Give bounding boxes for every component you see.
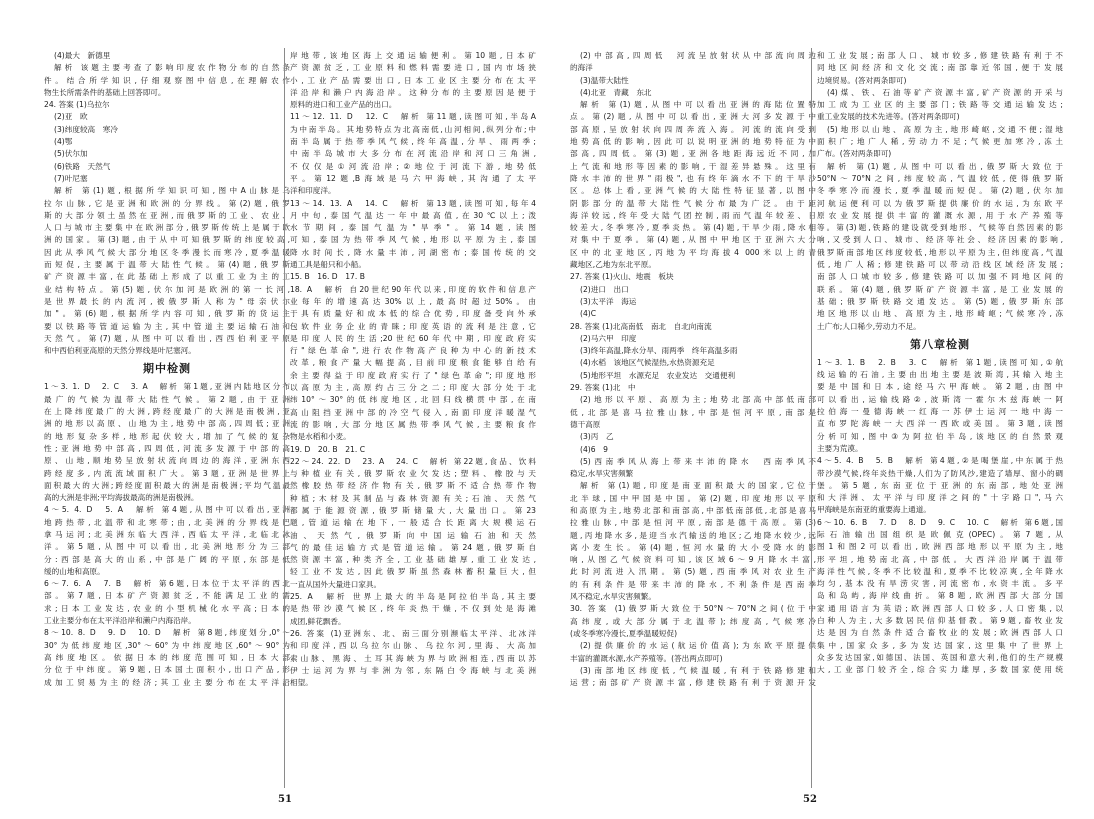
text-line: 高山阻挡亚洲中部的冷空气侵入,南面印度洋暖湿气 bbox=[290, 407, 536, 417]
text-line: 是印度人民的生活;20世纪60年代中期,印度政府实 bbox=[290, 333, 536, 343]
text-line: 重工业发展的技术先进等。(答对两条即可) bbox=[817, 112, 960, 122]
section-heading: 第八章检测 bbox=[910, 337, 970, 351]
text-line: 直布罗陀海峡一大西洋一西欧或美国。第3题,读图 bbox=[817, 419, 1063, 429]
text-line: 天然气。第(7)题,从图中可以看出,西西伯利亚平原 bbox=[44, 333, 290, 343]
text-line: (2)提供廉价的水运(航运价值高);为东欧平原提供 bbox=[580, 641, 816, 651]
text-line: 加工成为工业区的主要部门;铁路等交通运输发达; bbox=[817, 100, 1063, 110]
text-line: 15. B 16. D 17. B bbox=[290, 272, 365, 282]
text-line: 拉伯海一曼德海峡一红海一苏伊士运河一地中海一 bbox=[817, 407, 1063, 417]
text-line: 小,工业产品需要出口,日本工业区主要分布在太平 bbox=[290, 75, 536, 85]
text-line: 22～24. 22. D 23. A 24. C 解析 第22题,食品、饮料 bbox=[290, 456, 536, 466]
text-line: (5)地形平坦 水源充足 农业发达 交通便利 bbox=[580, 370, 736, 380]
text-line: 于具有质量好和成本低的综合优势,印度备受向外承 bbox=[290, 309, 536, 319]
text-line: 主要为荒漠。 bbox=[817, 443, 863, 453]
text-line: 可知,泰国为热带季风气候,地形以平原为主,泰国 bbox=[290, 235, 536, 245]
text-line: 南部人口城市较多,修建铁路可以加强不同地区间的 bbox=[817, 272, 1063, 282]
text-line: 平。第12题,B海域是马六甲海峡,其沟通了太平 bbox=[290, 173, 536, 183]
text-line: 此时河流进入汛期。第(5)题,西南季风对农业生产 bbox=[570, 567, 816, 577]
text-line: 低,地广人稀;修建铁路可以带动沿线区域经济发展; bbox=[817, 260, 1063, 270]
text-line: 是世界最长的内流河,被俄罗斯人称为"母亲伏尔 bbox=[44, 296, 290, 306]
text-line: 海洋较远,终年受大陆气团控制,雨而气温年较差、日 bbox=[570, 210, 816, 220]
text-line: (2)中部高,四周低 河流呈放射状从中部流向周边 bbox=[580, 51, 816, 60]
text-line: 对集中于夏季。第(4)题,从图中甲地区于亚洲六大分 bbox=[570, 235, 816, 245]
text-line: 甲海峡是东南亚的重要海上通道。 bbox=[817, 505, 931, 515]
text-line: 解析 第(1)题,从图中可以看出,俄罗斯大致位于 bbox=[827, 161, 1063, 171]
text-line: 部高原,呈放射状向四周奔流入海。河流的流向受到 bbox=[570, 124, 816, 134]
text-line: 的地形复杂多样,地形起伏较大,增加了气候的复杂 bbox=[44, 431, 290, 441]
text-line: 洋沿岸和濑户内海沿岸。这种分布的主要原因是便于 bbox=[290, 87, 536, 97]
text-line: 斯的大部分领土虽然在亚洲,而俄罗斯的工业、农业、 bbox=[44, 210, 290, 220]
text-line: 藏地区,乙地为东北平原。 bbox=[570, 260, 656, 270]
text-line: (4)煤、铁、石油等矿产资源丰富,矿产资源的开采与 bbox=[827, 87, 1063, 97]
text-line: 原、山地,顺地势呈放射状流向周边的海洋,亚洲东西 bbox=[44, 456, 290, 466]
text-line: 13～14. 13. A 14. C 解析 第13题,读图可知,每年4 bbox=[290, 198, 536, 208]
text-line: 面积最大的大洲;跨经度面积最大的洲是南极洲;平均气温最 bbox=[44, 480, 290, 490]
text-line: 白种人为主,大多数居民信仰基督教。第9题,畜牧业发 bbox=[817, 616, 1063, 626]
text-line: 业结构特点。第(5)题,伏尔加河是欧洲的第一长河, bbox=[44, 284, 290, 294]
text-line: 河航运便利可以为俄罗斯提供廉价的水运,为东欧平 bbox=[817, 198, 1063, 208]
text-line: 物是水稻和小麦。 bbox=[290, 432, 351, 442]
text-line: 地跨热带,北温带和北寒带;由,北美洲的分界线是巴 bbox=[44, 517, 290, 527]
column-divider bbox=[284, 48, 285, 788]
text-line: 4～5. 4. B 5. B 解析 第4题,②是喝堡崖,中东属于热 bbox=[817, 456, 1063, 466]
text-line: 解析 该题主要考查了影响印度农作物分布的自然条 bbox=[54, 63, 290, 73]
text-line: 阴影部分的温带大陆性气候分布最为广泛。由于距 bbox=[570, 198, 816, 208]
text-line: 运营;南部矿产资源丰富,修建铁路有利于资源开发 bbox=[570, 678, 816, 688]
text-line: 北半球,国中甲国是中国。第(2)题,印度地形以平原 bbox=[570, 493, 816, 503]
text-line: 1～3. 1. D 2. C 3. A 解析 第1题,亚洲内陆地区分布 bbox=[44, 382, 290, 392]
text-line: 跨经度多,内流流域面积广大。第3题,亚洲是世界上 bbox=[44, 468, 290, 478]
text-line: 可以看出,运输线路②,波斯湾一霍尔木兹海峡一阿 bbox=[817, 394, 1063, 404]
text-line: 家通用语言为英语;欧洲西部人口较多,人口密集,以 bbox=[817, 603, 1063, 613]
text-line: 和中西伯利亚高原的天然分界线是叶尼塞河。 bbox=[44, 346, 196, 356]
text-line: 分析可知,图中③为阿拉伯半岛,该地区的自然景观 bbox=[817, 431, 1063, 441]
text-line: 都属于能源资源,俄罗斯储量大,大量出口。第23 bbox=[290, 505, 536, 515]
text-line: 伊士运河为界与非洲为邻,东隔白令海峡与北美洲 bbox=[290, 665, 536, 675]
text-line: (4)水稻 该地区气候湿热,水热资源充足 bbox=[580, 358, 715, 368]
text-line: 然橡胶热带经济作物有关,俄罗斯不适合热带作物 bbox=[290, 481, 536, 491]
text-line: 均匀,基本没有旱涝灾害,河流密布,水资丰流。多平 bbox=[817, 579, 1063, 589]
text-line: 4～5. 4. D 5. A 解析 第4题,从图中可以看出,亚洲 bbox=[44, 505, 290, 515]
text-line: 件。结合所学知识,仔细观察图中信息,在理解农作 bbox=[44, 75, 290, 85]
text-line: 和工业发展;南部人口、城市较多,修建铁路有利于不 bbox=[817, 51, 1063, 60]
text-line: 稳定,水旱灾害频繁 bbox=[570, 469, 634, 479]
text-line: 洋。第5题,从图中可以看出,北美洲地形分为三部 bbox=[44, 542, 290, 552]
text-line: 索山脉、黑海、土耳其海峡为界与欧洲相连,西南以苏 bbox=[290, 653, 536, 663]
text-line: 离小麦生长。第(4)题,恒河水量的大小受降水的影 bbox=[570, 542, 816, 552]
text-line: 洲的国家。第(3)题,由于从中可知俄罗斯的纬度较高, bbox=[44, 235, 290, 245]
text-line: 题,管道运输在地下,一般适合长距离大规模运石 bbox=[290, 518, 536, 528]
text-line: 性;亚洲地势中部高,四周低,河流多发源于中部的高 bbox=[44, 443, 290, 453]
text-line: (2)进口 出口 bbox=[580, 284, 629, 294]
text-line: 30. 答案 (1)俄罗斯大致位于50°N～70°N之间(位于中 bbox=[570, 604, 816, 614]
text-line: 堡。第5题,东南亚位于亚洲的东南部,地处亚洲 bbox=[817, 480, 1063, 490]
text-line: (4)C bbox=[580, 309, 597, 319]
text-line: 形平坦,地势南北高,中部低。大西洋沿岸属于温带 bbox=[817, 554, 1063, 564]
page-number: 52 bbox=[803, 794, 817, 805]
text-line: 点。第(2)题,从图中可以看出,亚洲大河多发源于中 bbox=[570, 112, 816, 122]
text-line: 部高,四周低。第(3)题,亚洲各地距海远近不同,加 bbox=[570, 149, 816, 159]
text-line: 不仅仅是①河流沿岸;②地位于河流下游,地势低 bbox=[290, 161, 536, 171]
text-line: (2)地形以平原、高原为主;地势北部高中部低南部 bbox=[580, 395, 816, 405]
text-line: 响,从图乙气候资料可知,该区域6～9月降水丰富, bbox=[570, 555, 816, 565]
text-line: 线运输的石油,主要由出地主要是波斯湾,其输入地主 bbox=[817, 370, 1063, 380]
text-line: 和印度洋,西以乌拉尔山脉、乌拉尔河,里海、大高加 bbox=[290, 641, 536, 651]
text-line: 求;日本工业发达,农业的小型机械化水平高;日本的 bbox=[44, 603, 290, 613]
text-line: 和高原为主,地势北部和南部高,中部低南部低,北部是喜马 bbox=[570, 505, 816, 515]
text-line: 改革,粮食产量大幅提高,目前印度粮食能够自给有 bbox=[290, 358, 536, 368]
section-heading: 期中检测 bbox=[143, 362, 191, 376]
text-line: 27. 答案 (1)火山、地震 板块 bbox=[570, 272, 674, 282]
text-line: 降水时间长,降水量丰沛,河湖密布;泰国传统的交 bbox=[290, 247, 536, 257]
text-line: (6)铁路 天然气 bbox=[54, 161, 111, 171]
text-line: 成团,鲜花飘香。 bbox=[290, 616, 346, 626]
text-line: 南半岛属于热带季风气候,终年高温,分旱、雨两季; bbox=[290, 137, 536, 147]
text-line: (2)马六甲 印度 bbox=[580, 333, 637, 343]
text-line: 部。第7题,日本矿产资源贫乏,不能满足工业的需 bbox=[44, 591, 290, 601]
text-line: (7)叶尼塞 bbox=[54, 173, 88, 183]
text-line: (3)温带大陆性 bbox=[580, 75, 629, 85]
text-line: 的海洋 bbox=[570, 63, 593, 73]
text-line: 成加工贸易为主的经济;其工业主要分布在太平洋沿 bbox=[44, 677, 290, 687]
text-line: 是热带沙漠气候区,终年炎热干燥,不仅到处是海滩 bbox=[290, 604, 536, 614]
text-line: (3)终年高温,降水分旱、雨两季 终年高温多雨 bbox=[580, 346, 738, 356]
text-line: 高的大洲是非洲;平均海拔最高的洲是南极洲。 bbox=[44, 493, 199, 503]
text-line: 际石油输出国组织是欧佩克(OPEC)。第7题,从 bbox=[817, 529, 1063, 539]
text-line: 解析 第(1)题,根据所学知识可知,图中A山脉是乌 bbox=[54, 186, 290, 196]
text-line: 广布。(答对两条即可) bbox=[817, 149, 892, 159]
text-line: 加"。第(6)题,根据所学内容可知,俄罗斯的货运主 bbox=[44, 309, 290, 319]
text-line: 业每年的增速高达30%以上,最高时超过50%。由 bbox=[290, 296, 536, 306]
text-line: 余主要得益于印度政府实行了"绿色革命";印度地形 bbox=[290, 370, 536, 380]
text-line: (3)丙 乙 bbox=[580, 432, 614, 442]
text-line: (4)6 9 bbox=[580, 444, 609, 454]
text-line: 流的影响,大部分地区属热带季风气候,主要粮食作 bbox=[290, 419, 536, 429]
text-line: 要是中国和日本,途经马六甲海峡。第2题,由图中 bbox=[817, 382, 1063, 392]
text-line: 上气流和地形等因素的影响,干湿差异悬殊。这里有 bbox=[570, 161, 816, 171]
text-line: 区。总体上看,亚洲气候的大陆性特征显著,以图中 bbox=[570, 186, 816, 196]
text-line: (5)西南季风从海上带来丰沛的降水 西南季风不 bbox=[580, 456, 816, 466]
right-page-column-1 bbox=[570, 50, 816, 790]
text-line: 同地区间经济和文化交流;南部靠近邻国,便于发展 bbox=[817, 63, 1063, 73]
text-line: 低,北部是喜马拉雅山脉,中部是恒河平原,南部是 bbox=[570, 407, 816, 417]
text-line: 18. A 解析 自20世纪90年代以来,印度的软件和信息产 bbox=[290, 284, 536, 294]
text-line: 的有利条件是带来丰沛的降水,不利条件是西南季 bbox=[570, 579, 816, 589]
text-line: 风不稳定,水旱灾害频繁。 bbox=[570, 592, 656, 602]
text-line: 较差大,冬季寒冷,夏季炎热。第(4)题,干旱少雨,降水相 bbox=[570, 223, 816, 233]
text-line: 6～10. 6. B 7. D 8. D 9. C 10. C 解析 第6题,国 bbox=[817, 517, 1063, 527]
text-line: 气的最佳运输方式是管道运输。第24题,俄罗斯自 bbox=[290, 542, 536, 552]
text-line: 带沙漠气候,终年炎热干燥,人们为了防风沙,建造了墙厚、窗小的碉 bbox=[817, 468, 1063, 478]
text-line: 基础;俄罗斯铁路交通发达。第(5)题,俄罗斯东部 bbox=[817, 296, 1063, 306]
text-line: 俄罗斯南部地区纬度较低,地形以平原为主,但纬度高,气温 bbox=[817, 247, 1063, 257]
text-line: 地区地形以山地、高原为主,地形崎岖;气候寒冷,冻 bbox=[817, 309, 1063, 319]
text-line: 分位于中纬度。第9题,日本国土面积小,出口产品,形 bbox=[44, 665, 290, 675]
text-line: 1～3. 1. B 2. B 3. C 解析 第1题,读图可知,①航 bbox=[817, 357, 1063, 367]
text-line: 8～10. 8. D 9. D 10. D 解析 第8题,纬度划分,0°～ bbox=[44, 628, 290, 638]
text-line: 洋和印度洋。 bbox=[290, 186, 336, 196]
text-line: 行"绿色革命",进行农作物高产良种为中心的新技术 bbox=[290, 346, 536, 356]
text-line: 边境贸易。(答对两条即可) bbox=[817, 75, 907, 85]
text-line: (4)最大 新德里 bbox=[54, 51, 111, 60]
text-line: 缓的山地和高原。 bbox=[44, 566, 105, 576]
text-line: 11～12. 11. D 12. C 解析 第11题,读图可知,半岛A bbox=[290, 112, 536, 122]
text-line: (或冬季寒冷漫长,夏季温暖短促) bbox=[570, 628, 678, 638]
text-line: 拿马运河;北美洲东临大西洋,西临太平洋,北临北冰 bbox=[44, 529, 290, 539]
text-line: 为中南半岛。其地势特点为北高南低,山河相间,纵列分布;中 bbox=[290, 124, 536, 134]
text-line: 高纬度地区。依据日本的纬度范围可知,日本大部 bbox=[44, 652, 290, 662]
text-line: 中南半岛城市大多分布在河流沿岸和河口三角洲, bbox=[290, 149, 536, 159]
text-line: 地势高低的影响,因此可以说明亚洲的地势特征为中 bbox=[570, 137, 816, 147]
text-line: (3)太平洋 海运 bbox=[580, 296, 637, 306]
text-line: 相望。 bbox=[290, 678, 313, 688]
text-line: 原料的进口和工业产品的出口。 bbox=[290, 100, 397, 110]
text-line: (5)地形以山地、高原为主,地形崎岖,交通不便;湿地 bbox=[827, 124, 1063, 134]
text-line: 50°N～70°N之间,纬度较高,气温较低,使得俄罗斯 bbox=[817, 173, 1063, 183]
text-line: 联系。第(4)题,俄罗斯矿产资源丰富,是工业发展的 bbox=[817, 284, 1063, 294]
text-line: 降水丰沛的世界"雨极",也有终年滴水不下的干旱沙 bbox=[570, 173, 816, 183]
text-line: 水节期间,泰国气温为"旱季"。第14题,读图 bbox=[290, 223, 536, 233]
text-line: 高纬度,或大部分属于北温带);纬度高,气候寒冷 bbox=[570, 616, 816, 626]
text-line: 月中旬,泰国气温达一年中最高值,在30℃以上;泼 bbox=[290, 210, 536, 220]
text-line: 面积广;地广人稀,劳动力不足;气候更加寒冷,冻土 bbox=[817, 137, 1063, 147]
text-line: 通工具是船只和小船。 bbox=[290, 260, 366, 270]
text-line: 岛和岛屿,海岸线曲折。第8题,欧洲西部大部分国 bbox=[817, 591, 1063, 601]
left-page-column-2 bbox=[290, 50, 536, 790]
text-line: 海洋性气候,冬季不比较温和,夏季不比较凉爽,全年降水 bbox=[817, 566, 1063, 576]
text-line: 达是因为自然条件适合畜牧业的发展;欧洲西部人口 bbox=[817, 628, 1063, 638]
text-line: 产资源贫乏,工业原料和燃料需要进口,国内市场狭 bbox=[290, 63, 536, 73]
text-line: 响,又受到人口、城市、经济等社会、经济因素的影响, bbox=[817, 235, 1063, 245]
text-line: 解析 第(1)题,从图中可以看出亚洲的海陆位置特 bbox=[580, 100, 816, 110]
text-line: 集中,国家众多,多为发达国家,这里集中了世界上 bbox=[817, 640, 1063, 650]
text-line: 一直从国外大量进口家具。 bbox=[290, 579, 382, 589]
text-line: 矿产资源丰富,在此基础上形成了以重工业为主的工 bbox=[44, 272, 290, 282]
text-line: 大,工业部门较齐全,综合实力雄厚,多数国家使用统 bbox=[817, 665, 1063, 675]
text-line: 要以铁路等管道运输为主,其中管道主要运输石油和 bbox=[44, 321, 290, 331]
text-line: 丰富的灌溉水源,水产养殖等。(答出两点即可) bbox=[570, 653, 723, 663]
text-line: (4)鄂 bbox=[54, 137, 73, 147]
right-page bbox=[547, 0, 1094, 819]
right-page-column-2 bbox=[817, 50, 1063, 790]
text-line: 众多发达国家,如德国、法国、英国和意大利,他们的生产规模 bbox=[817, 652, 1063, 662]
text-line: 物生长所需条件的基础上回答即可。 bbox=[44, 87, 166, 97]
text-line: 区中的北亚地区,丙地为平均海拔4 000米以上的青 bbox=[570, 247, 816, 257]
text-line: 29. 答案 (1)北 中 bbox=[570, 383, 636, 393]
text-line: (4)北亚 青藏 东北 bbox=[580, 87, 652, 97]
text-line: 24. 答案 (1)乌拉尔 bbox=[44, 100, 110, 110]
text-line: 工业主要分布在太平洋沿岸和濑户内海沿岸。 bbox=[44, 616, 196, 626]
text-line: 因此从季风气候大部分地区冬季漫长而寒冷,夏季温暖 bbox=[44, 247, 290, 257]
text-line: 种植;木材及其制品与森林资源有关;石油、天然气 bbox=[290, 493, 536, 503]
left-page-column-1 bbox=[44, 50, 290, 790]
text-line: 冬季寒冷而漫长,夏季温暖而短促。第(2)题,伏尔加 bbox=[817, 186, 1063, 196]
text-line: 解析 第(1)题,印度是南亚面积最大的国家,它位于 bbox=[580, 481, 816, 491]
text-line: 以高原为主,高原约占三分之二;印度大部分处于北 bbox=[290, 383, 536, 393]
text-line: 纬10°～30°的低纬度地区,北回归线横贯中部,在南 bbox=[290, 395, 536, 405]
text-line: 人口与城市主要集中在欧洲部分,俄罗斯传统上是属于欧 bbox=[44, 223, 290, 233]
text-line: 图1和图2可以看出,欧洲西部地形以平原为主,地 bbox=[817, 542, 1063, 552]
text-line: 分:西部是高大的山系,中部是广阔的平原,东部是低 bbox=[44, 554, 290, 564]
text-line: 轻工业不发达,因此俄罗斯虽然森林蓄积量巨大,但 bbox=[290, 567, 536, 577]
text-line: 25. A 解析 世界上最大的半岛是阿拉伯半岛,其主要 bbox=[290, 592, 536, 602]
text-line: 在上降纬度最广的大洲,跨经度最广的大洲是南极洲,亚 bbox=[44, 407, 290, 417]
text-line: 26. 答案 (1)亚洲东、北、南三面分别濒临太平洋、北冰洋 bbox=[290, 628, 536, 638]
text-line: 6～7. 6. A 7. B 解析 第6题,日本位于太平洋的西北 bbox=[44, 579, 290, 589]
text-line: (3)南部地区纬度低,气候温暖,有利于铁路修建和 bbox=[580, 665, 816, 675]
text-line: 题,丙地降水多,是迎当水汽输送的地区;乙地降水较少,远 bbox=[570, 530, 816, 540]
text-line: 包软件业务企业的青睐;印度英语的流利是注意,它 bbox=[290, 321, 536, 331]
text-line: 土广布;人口稀少,劳动力不足。 bbox=[817, 321, 921, 331]
text-line: 和大洋洲、太平洋与印度洋之间的"十字路口",马六 bbox=[817, 493, 1063, 503]
text-line: 原农业发展提供丰富的灌溉水源,用于水产养殖等 bbox=[817, 210, 1063, 220]
text-line: 洲的地形以高原、山地为主,地势中部高,四周低;亚洲 bbox=[44, 419, 290, 429]
text-line: 油、天然气,俄罗斯向中国运输石油和天然 bbox=[290, 530, 536, 540]
text-line: 与种植业有关,俄罗斯农业欠发达;塑料、橡胶与天 bbox=[290, 469, 536, 479]
text-line: (5)伏尔加 bbox=[54, 149, 88, 159]
text-line: 拉雅山脉,中部是恒河平原,南部是德干高原。第(3) bbox=[570, 518, 816, 528]
page-number: 51 bbox=[278, 794, 292, 805]
text-line: 然资源丰富,种类齐全,工业基础雄厚,重工业发达, bbox=[290, 555, 536, 565]
text-line: 而短促,主要属于温带大陆性气候。第(4)题,俄罗斯 bbox=[44, 260, 290, 270]
text-line: (2)亚 欧 bbox=[54, 112, 88, 122]
text-line: (3)纬度较高 寒冷 bbox=[54, 124, 118, 134]
text-line: 19. D 20. B 21. C bbox=[290, 444, 366, 454]
text-line: 拉尔山脉,它是亚洲和欧洲的分界线。第(2)题,俄罗 bbox=[44, 198, 290, 208]
text-line: 28. 答案 (1)北高南低 南北 自北向南流 bbox=[570, 321, 712, 331]
text-line: 等。第(3)题,铁路的建设就受到地形、气候等自然因素的影 bbox=[817, 223, 1063, 233]
text-line: 岸地带,该地区海上交通运输便利。第10题,日本矿 bbox=[290, 51, 536, 60]
text-line: 德干高原 bbox=[570, 419, 601, 429]
text-line: 最广的气候为温带大陆性气候。第2题,由于亚洲 bbox=[44, 394, 290, 404]
text-line: 30°为低纬度地区,30°～60°为中纬度地区,60°～90°为 bbox=[44, 640, 290, 650]
column-divider bbox=[811, 48, 812, 788]
